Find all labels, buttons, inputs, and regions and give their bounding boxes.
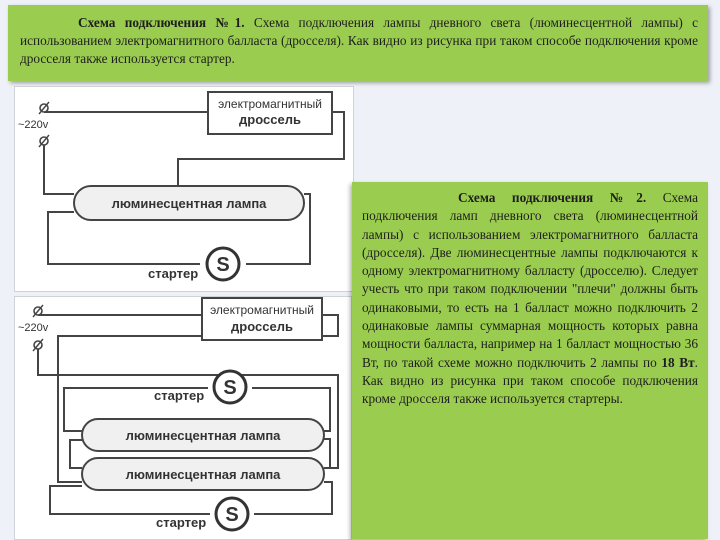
scheme2-starter2-label: стартер (156, 515, 207, 530)
scheme2-description-box (352, 182, 708, 539)
scheme1-description (20, 14, 698, 68)
scheme2-starter1-label: стартер (154, 388, 205, 403)
scheme1-diagram (14, 86, 354, 292)
scheme2-title: Схема подключения №2. (458, 190, 647, 205)
scheme2-description (362, 189, 698, 409)
scheme2-voltage-label: ~220v (18, 322, 49, 334)
scheme2-lamp1-label: люминесцентная лампа (125, 428, 281, 443)
scheme2-bold-value: 18 Вт (661, 354, 695, 370)
scheme1-choke-label-line1: электромагнитный (218, 97, 322, 111)
scheme1-lamp-label: люминесцентная лампа (111, 196, 267, 211)
scheme2-text-part1: Схема подключения ламп дневного света (люминесцентной лампы) с использованием электромагнитного балласта (дросселя). Две люминесцентные лампы подключаются к одному электромагнитному балласту (дросселю). Следует учесть что при таком подключении "плечи" должны быть одинаковыми, то есть на 1 балласт можно подключить 2 одинаковые лампы суммарная мощность которых равна мощности балласта, например на 1 балласт мощностью 36 Вт, по такой схеме можно подключить 2 лампы по (362, 190, 699, 370)
scheme2-diagram (14, 296, 352, 540)
scheme2-choke-label-line1: электромагнитный (210, 303, 314, 317)
scheme2-lamp2-label: люминесцентная лампа (125, 467, 281, 482)
scheme1-description-box (8, 5, 708, 81)
scheme1-text: Схема подключения лампы дневного света (люминесцентной лампы) с использованием электромагнитного балласта (дросселя). Как видно из рисунка при таком способе подключения кроме дросселя также используется стартер. (20, 15, 698, 66)
scheme1-title: Схема подключения №1. (78, 15, 245, 30)
scheme1-choke-label-line2: дроссель (239, 112, 301, 127)
scheme1-starter-symbol: S (216, 254, 230, 276)
scheme2-starter1-symbol: S (223, 377, 237, 399)
scheme2-choke-label-line2: дроссель (231, 319, 293, 334)
scheme1-voltage-label: ~220v (18, 119, 49, 131)
scheme1-starter-label: стартер (148, 266, 199, 281)
scheme2-starter2-symbol: S (225, 504, 239, 526)
scheme2-text-part2: . Как видно из рисунка при таком способе подключения кроме дросселя также используется стартеры. (362, 354, 698, 407)
